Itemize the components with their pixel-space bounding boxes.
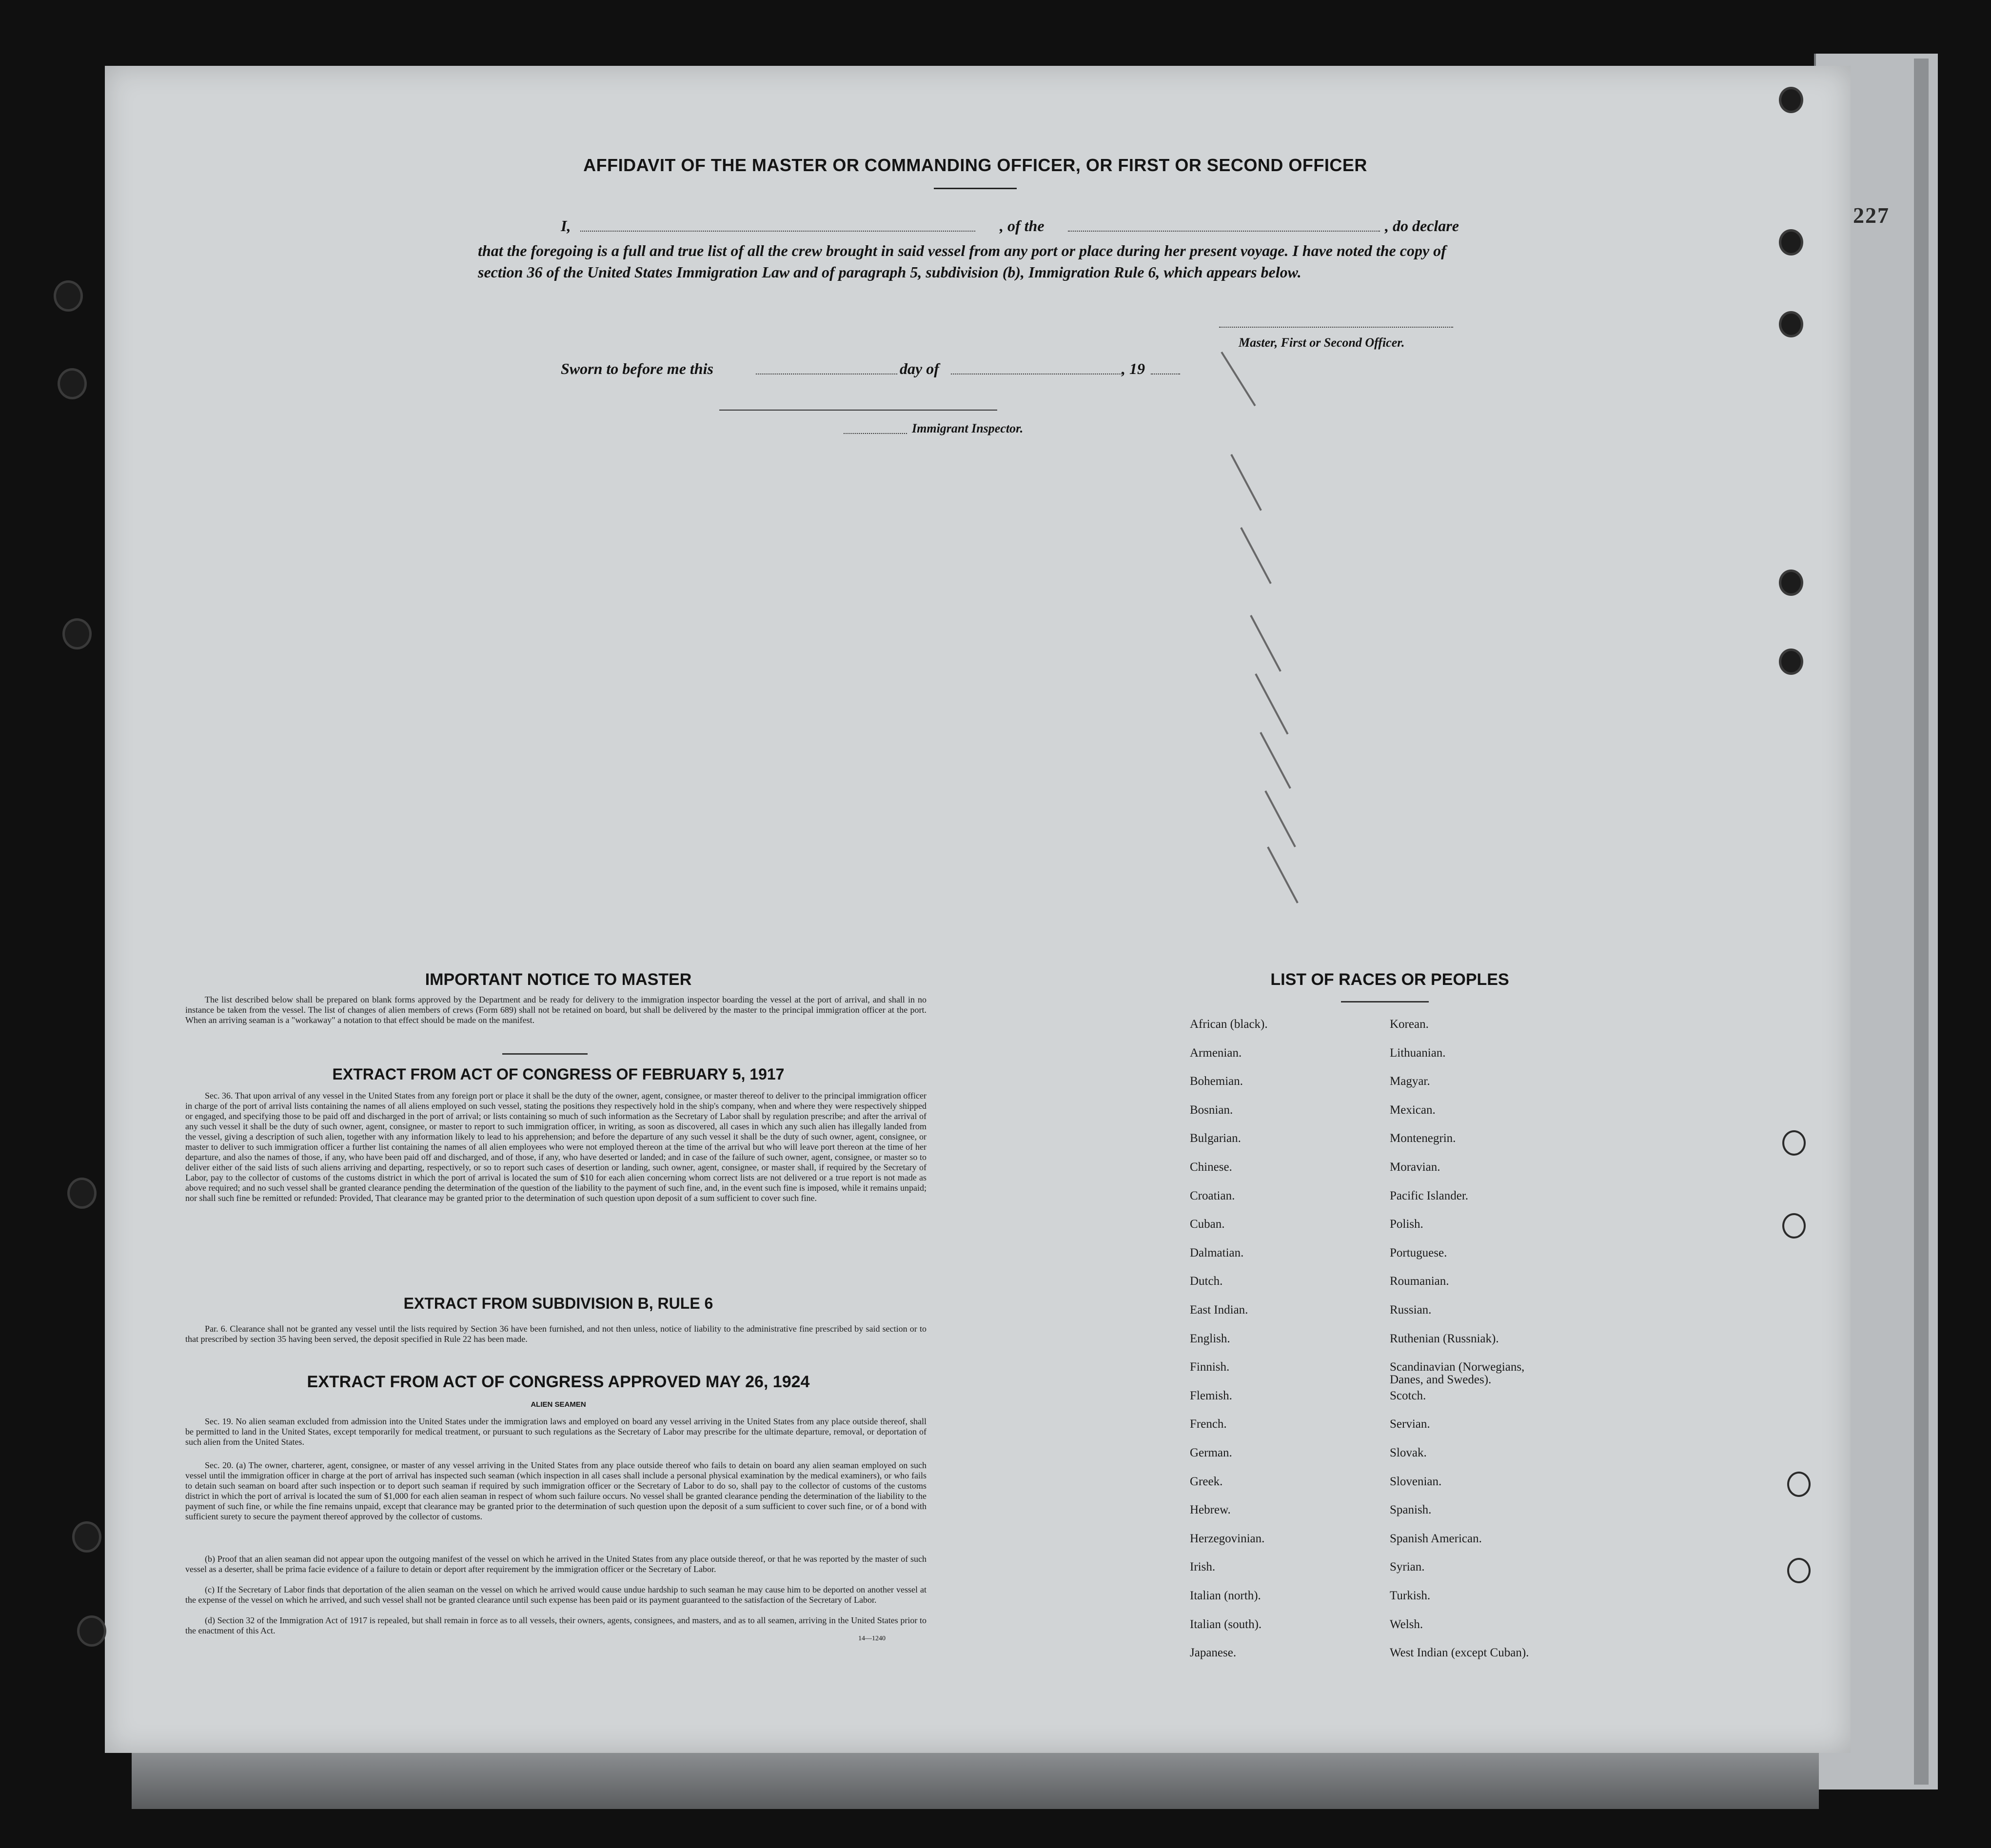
race-item: Greek. <box>1190 1474 1223 1488</box>
notice-title: IMPORTANT NOTICE TO MASTER <box>425 970 692 989</box>
race-item: Syrian. <box>1390 1560 1425 1574</box>
affidavit-title: AFFIDAVIT OF THE MASTER OR COMMANDING OFFICER, OR FIRST OR SECOND OFFICER <box>583 155 1367 175</box>
race-item: Slovak. <box>1390 1446 1427 1459</box>
binder-hole-icon <box>1779 649 1803 675</box>
race-item: Croatian. <box>1190 1189 1235 1202</box>
day-of-label: day of <box>900 360 939 377</box>
race-item: Magyar. <box>1390 1075 1430 1088</box>
race-item: Scotch. <box>1390 1389 1426 1402</box>
binder-hole-icon <box>62 618 92 649</box>
race-item: Servian. <box>1390 1417 1430 1431</box>
binder-hole-icon <box>1787 1472 1811 1497</box>
race-item: Slovenian. <box>1390 1474 1442 1488</box>
race-item: East Indian. <box>1190 1303 1248 1317</box>
race-item: Mexican. <box>1390 1103 1436 1117</box>
section-rule <box>502 1053 588 1055</box>
year-label: , 19 <box>1122 360 1145 377</box>
binder-hole-icon <box>1779 87 1803 113</box>
declaration-body: that the foregoing is a full and true list of all the crew brought in said vessel from any port or place during her present voyage. I have noted the copy of section 36 of the United States Immigration Law and of paragraph 5, subdivision (b), Immigration Rule 6, which appears below. <box>478 242 1446 281</box>
declaration-do-declare: , do declare <box>1385 217 1459 235</box>
binder-hole-icon <box>54 280 83 312</box>
declaration-line <box>561 217 1463 236</box>
inspector-label: Immigrant Inspector. <box>912 421 1024 435</box>
binder-hole-icon <box>1779 229 1803 256</box>
year-blank <box>1151 360 1180 374</box>
race-item: Pacific Islander. <box>1390 1189 1469 1202</box>
declaration-i: I, <box>561 217 571 235</box>
race-item: Roumanian. <box>1390 1275 1449 1288</box>
race-item: Spanish. <box>1390 1503 1432 1517</box>
day-blank <box>756 360 897 374</box>
race-item: Italian (south). <box>1190 1617 1262 1631</box>
extract-rule6-text: Par. 6. Clearance shall not be granted any vessel until the lists required by Section 36 have been furnished, and not then unless, notice of liability to the administrative fine prescribed by said section or to that prescribed by section 35 having been served, the deposit specified in Rule 22 has been made. <box>185 1324 927 1344</box>
binder-hole-icon <box>72 1521 101 1553</box>
sworn-label: Sworn to before me this <box>561 360 713 377</box>
inspector-signature-line <box>719 410 997 411</box>
name-blank <box>580 217 975 232</box>
sworn-line <box>561 360 1243 379</box>
race-item: African (black). <box>1190 1018 1268 1031</box>
race-item: Spanish American. <box>1390 1532 1482 1545</box>
race-item: Lithuanian. <box>1390 1046 1446 1060</box>
race-item: Chinese. <box>1190 1160 1232 1174</box>
race-item: West Indian (except Cuban). <box>1390 1646 1529 1660</box>
race-item: Armenian. <box>1190 1046 1242 1060</box>
race-item: Polish. <box>1390 1218 1423 1231</box>
sec19-text: Sec. 19. No alien seaman excluded from admission into the United States under the immigration laws and employed on board any vessel arriving in the United States from any place outside thereof, shall be permitted to land in the United States, except temporarily for medical treatment, or pursuant to such regulations as the Secretary of Labor may prescribe for the ultimate departure, removal, or deportation of such alien from the United States. <box>185 1416 927 1447</box>
race-item: Montenegrin. <box>1390 1132 1456 1145</box>
race-item: German. <box>1190 1446 1232 1459</box>
race-item: Japanese. <box>1190 1646 1237 1660</box>
race-item: Italian (north). <box>1190 1589 1261 1602</box>
binder-hole-icon <box>1782 1130 1806 1156</box>
page-number: 227 <box>1853 203 1890 228</box>
race-item: Portuguese. <box>1390 1246 1447 1259</box>
race-item: Irish. <box>1190 1560 1216 1574</box>
sec20a-text: Sec. 20. (a) The owner, charterer, agent, consignee, or master of any vessel arriving in the United States from any place outside thereof who fails to detain on board any alien seaman employed on such vessel until the immigration officer in charge at the port of arrival has inspected such seaman (which inspection in all cases shall include a personal physical examination by the medical examiners), or who fails to detain such seaman on board after such inspection or to deport such seaman if required by such immigration officer or the Secretary of Labor to do so, shall pay to the collector of customs of the customs district in which the port of arrival is located the sum of $1,000 for each alien seaman in respect of whom such failure occurs. No vessel shall be granted clearance pending the determination of the liability to the payment of such fine, or while the fine remains unpaid, except that clearance may be granted prior to the determination of such question upon the deposit of a sum sufficient to cover such fine, or of a bond with sufficient surety to secure the payment thereof approved by the collector of customs. <box>185 1460 927 1521</box>
page-bottom-edge <box>132 1750 1819 1809</box>
binder-hole-icon <box>67 1178 97 1209</box>
binder-hole-icon <box>1779 311 1803 337</box>
signature-line <box>1219 327 1453 328</box>
race-item: Flemish. <box>1190 1389 1232 1402</box>
month-blank <box>951 360 1122 374</box>
extract-1917-title: EXTRACT FROM ACT OF CONGRESS OF FEBRUARY 5, 1917 <box>332 1065 785 1083</box>
race-item: Ruthenian (Russniak). <box>1390 1332 1499 1345</box>
race-item: Bohemian. <box>1190 1075 1243 1088</box>
race-item: Dutch. <box>1190 1275 1223 1288</box>
sec20d-text: (d) Section 32 of the Immigration Act of 1917 is repealed, but shall remain in force as to all vessels, their owners, agents, consignees, and masters, and as to all seamen, arriving in the United States prior to the enactment of this Act. <box>185 1615 927 1635</box>
race-item: Dalmatian. <box>1190 1246 1244 1259</box>
title-rule <box>934 188 1017 189</box>
vessel-blank <box>1068 217 1380 232</box>
inspector-dotted-line <box>844 433 907 434</box>
race-item: Scandinavian (Norwegians, <box>1390 1360 1525 1374</box>
underlying-page-edge <box>1914 59 1929 1785</box>
races-rule <box>1341 1001 1429 1003</box>
sec20c-text: (c) If the Secretary of Labor finds that deportation of the alien seaman on the vessel on which he arrived would cause undue hardship to such seaman he may cause him to be deported on another vessel at the expense of the vessel on which he arrived, and such vessel shall not be granted clearance until such expense has been paid or its payment guaranteed to the satisfaction of the Secretary of Labor. <box>185 1585 927 1605</box>
race-item: Cuban. <box>1190 1218 1225 1231</box>
binder-hole-icon <box>1782 1213 1806 1239</box>
notice-text: The list described below shall be prepared on blank forms approved by the Department and be ready for delivery to the immigration inspector boarding the vessel at the port of arrival, and shall in no instance be taken from the vessel. The list of changes of alien members of crews (Form 689) shall not be retained on board, but shall be delivered by the master to the principal immigration officer at the port. When an arriving seaman is a "workaway" a notation to that effect should be made on the manifest. <box>185 995 927 1025</box>
race-item: Korean. <box>1390 1018 1429 1031</box>
race-item: French. <box>1190 1417 1227 1431</box>
binder-hole-icon <box>1787 1558 1811 1583</box>
race-item: Hebrew. <box>1190 1503 1231 1517</box>
binder-hole-icon <box>1779 570 1803 596</box>
signature-label: Master, First or Second Officer. <box>1239 335 1405 350</box>
extract-1917-text: Sec. 36. That upon arrival of any vessel in the United States from any foreign port or place it shall be the duty of the owner, agent, consignee, or master thereof to deliver to the principal immigration officer in charge of the port of arrival lists containing the names of all aliens employed on such vessel, stating the positions they respectively hold in the ship's company, when and where they were respectively shipped or engaged, and specifying those to be paid off and discharged in the port of arrival; or lists containing so much of such information as the Secretary of Labor shall by regulation prescribe; and after the arrival of any such vessel it shall be the duty of such owner, agent, consignee, or master to report to such immigration officer, in writing, as soon as discovered, all cases in which any such alien has illegally landed from the vessel, giving a description of such alien, together with any information likely to lead to his apprehension; and before the departure of any such vessel it shall be the duty of such owner, agent, consignee, or master to deliver to such immigration officer a further list containing the names of all alien employees who were not employed thereon at the time of the arrival but who will leave port thereon at the time of her departure, and also the names of those, if any, who have been paid off and discharged, and of those, if any, who have deserted or landed; and in case of the failure of such owner, agent, consignee, or master so to deliver either of the said lists of such aliens arriving and departing, respectively, or so to report such cases of desertion or landing, such owner, agent, consignee, or master shall, if required by the Secretary of Labor, pay to the collector of customs of the customs district in which the port of arrival is located the sum of $10 for each alien concerning whom correct lists are not delivered or a true report is not made as above required; and no such vessel shall be granted clearance pending the determination of the question of the liability to the payment of such fine, and, in the event such fine is imposed, while it remains unpaid; nor shall such fine be remitted or refunded: Provided, That clearance may be granted prior to the determination of such question upon deposit of a sum sufficient to cover such fine. <box>185 1091 927 1203</box>
race-item: Bosnian. <box>1190 1103 1233 1117</box>
form-number: 14—1240 <box>858 1635 886 1642</box>
race-item: Russian. <box>1390 1303 1432 1317</box>
race-item: Herzegovinian. <box>1190 1532 1265 1545</box>
alien-seamen-subtitle: ALIEN SEAMEN <box>531 1400 586 1409</box>
extract-rule6-title: EXTRACT FROM SUBDIVISION B, RULE 6 <box>403 1295 713 1312</box>
races-title: LIST OF RACES OR PEOPLES <box>1270 970 1509 989</box>
sec20b-text: (b) Proof that an alien seaman did not appear upon the outgoing manifest of the vessel on which he arrived in the United States from any place outside thereof, or that he was reported by the master of such vessel as a deserter, shall be prima facie evidence of a failure to detain or deport after requirement by the immigration officer or the Secretary of Labor. <box>185 1554 927 1574</box>
extract-1924-title: EXTRACT FROM ACT OF CONGRESS APPROVED MAY 26, 1924 <box>307 1373 810 1391</box>
race-item: Danes, and Swedes). <box>1390 1373 1492 1387</box>
race-item: Bulgarian. <box>1190 1132 1241 1145</box>
race-item: Turkish. <box>1390 1589 1431 1602</box>
binder-hole-icon <box>77 1615 106 1647</box>
race-item: Finnish. <box>1190 1360 1230 1374</box>
race-item: Moravian. <box>1390 1160 1440 1174</box>
binder-hole-icon <box>58 368 87 399</box>
declaration-of-the: , of the <box>1000 217 1045 235</box>
race-item: English. <box>1190 1332 1230 1345</box>
race-item: Welsh. <box>1390 1617 1423 1631</box>
